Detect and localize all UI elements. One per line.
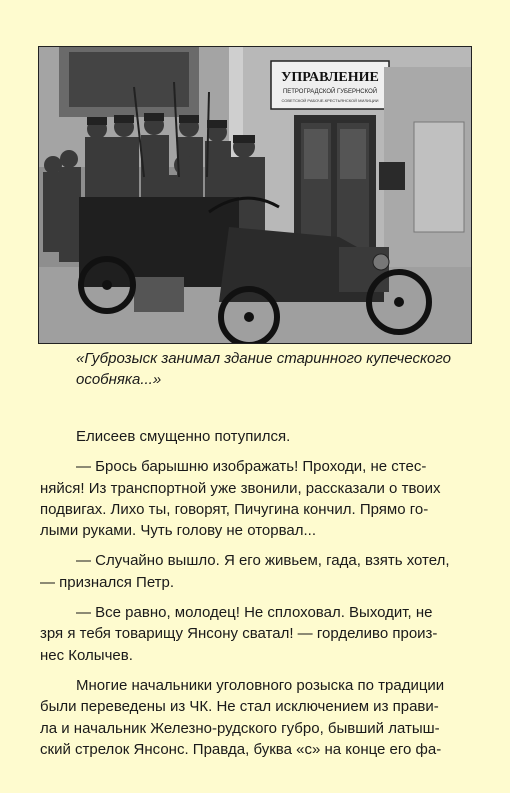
sign-line-2: ПЕТРОГРАДСКОЙ ГУБЕРНСКОЙ: [282, 89, 378, 95]
figure-caption: «Губрозыск занимал здание старинного купеческого особняка...»: [76, 350, 451, 388]
sign-line-1: УПРАВЛЕНИЕ: [281, 70, 379, 85]
body-text: [40, 426, 472, 769]
paragraph: Многие начальники уголовного розыска по традиции были переведены из ЧК. Не стал исключением из прави- ла и начальник Железно-рудского губро, бывший латыш- ский стрелок Янсонс. Правда, буква «с» на конце его фа-: [40, 676, 445, 758]
paragraph: — Случайно вышло. Я его живьем, гада, взять хотел, — признался Петр.: [40, 552, 450, 591]
paragraph: Елисеев смущенно потупился.: [76, 428, 291, 445]
historical-photograph: [38, 46, 472, 344]
paragraph: — Все равно, молодец! Не сплоховал. Выходит, не зря я тебя товарищу Янсону сватал! — горделиво произ- нес Колычев.: [40, 604, 438, 664]
photo-illustration: [39, 47, 471, 343]
sign-line-3: СОВЕТСКОЙ РАБОЧЕ-КРЕСТЬЯНСКОЙ МИЛИЦИИ: [281, 98, 379, 103]
paragraph: — Брось барышню изображать! Проходи, не стес- няйся! Из транспортной уже звонили, рассказали о твоих подвигах. Лихо ты, говорят, Пичугина кончил. Прямо го- лыми руками. Чуть голову не оторвал...: [40, 458, 441, 540]
